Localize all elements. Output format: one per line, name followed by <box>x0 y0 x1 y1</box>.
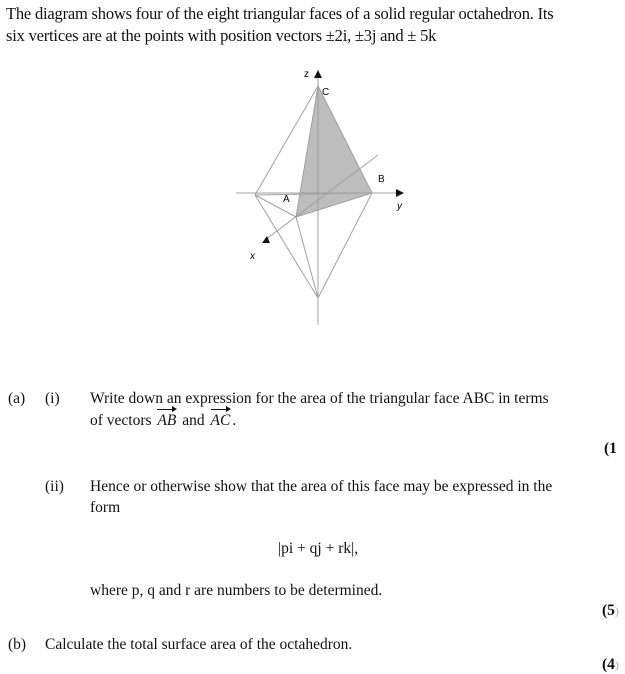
part-a-i-prefix: of vectors <box>90 412 152 429</box>
part-a-ii-number: (ii) <box>45 478 64 495</box>
part-a-ii-line2: form <box>90 499 121 516</box>
intro-line-1: The diagram shows four of the eight triangular faces of a solid regular octahedron. Its <box>6 4 554 23</box>
part-a-i-and: and <box>182 412 205 429</box>
vector-ab: AB <box>157 412 177 429</box>
label-c: C <box>322 87 330 98</box>
part-a-i-end: . <box>232 412 237 429</box>
part-a-i-number: (i) <box>45 390 60 407</box>
part-a-ii-where: where p, q and r are numbers to be determined. <box>90 582 383 599</box>
label-x: x <box>250 251 255 262</box>
intro-line-2: six vertices are at the points with position vectors ±2i, ±3j and ± 5k <box>6 26 437 45</box>
y-axis-arrow-icon <box>396 189 404 197</box>
vector-ac: AC <box>210 412 231 429</box>
label-b: B <box>378 174 385 185</box>
part-a-letter: (a) <box>8 390 26 407</box>
area-formula: |pi + qj + rk|, <box>278 540 359 557</box>
label-y: y <box>397 201 402 212</box>
part-a-ii-line1: Hence or otherwise show that the area of this face may be expressed in the <box>90 478 553 495</box>
label-a: A <box>283 194 290 205</box>
part-a-i-marks: (1 <box>604 440 617 457</box>
part-b-letter: (b) <box>8 636 27 653</box>
z-axis-arrow-icon <box>314 70 322 78</box>
part-b-text: Calculate the total surface area of the octahedron. <box>45 636 353 653</box>
label-z: z <box>304 69 309 80</box>
part-a-i-line2 <box>90 412 236 430</box>
part-b-marks: (4) <box>602 656 619 673</box>
part-a-i-line1: Write down an expression for the area of the triangular face ABC in terms <box>90 390 549 407</box>
part-a-ii-marks: (5) <box>602 602 619 619</box>
